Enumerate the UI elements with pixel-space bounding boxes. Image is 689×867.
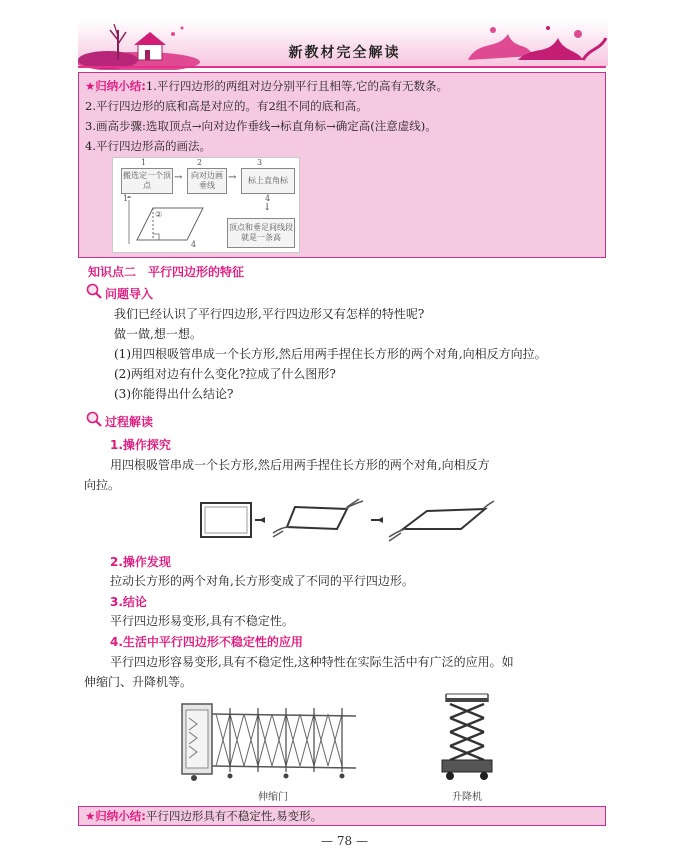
bottom-summary-box (78, 806, 606, 826)
step-heading: 3.结论 (110, 595, 147, 609)
step-number: 2 (197, 158, 203, 167)
section-heading-process: 过程解读 (105, 415, 154, 429)
paragraph: 平行四边形易变形,具有不稳定性。 (110, 614, 294, 628)
paragraph: 我们已经认识了平行四边形,平行四边形又有怎样的特性呢? (114, 307, 425, 321)
step-number: 1 (141, 158, 147, 167)
bottom-summary-line (85, 809, 322, 824)
paragraph: 伸缩门、升降机等。 (84, 675, 193, 689)
summary-line-1-text: 1.平行四边形的两组对边分别平行且相等,它的高有无数条。 (145, 79, 449, 93)
step-number: 4 (265, 194, 271, 203)
step-heading: 4.生活中平行四边形不稳定性的应用 (110, 635, 303, 649)
step-number: 4 (191, 240, 197, 249)
magnifier-icon (86, 411, 102, 427)
step-number: 3 (257, 158, 263, 167)
magnifier-icon (86, 283, 102, 299)
arrow-right-icon: → (228, 172, 237, 183)
paragraph: 用四根吸管串成一个长方形,然后用两手捏住长方形的两个对角,向相反方 (110, 458, 490, 472)
step-number: 1 (123, 194, 129, 203)
paragraph: (1)用四根吸管串成一个长方形,然后用两手捏住长方形的两个对角,向相反方向拉。 (114, 347, 547, 361)
bottom-summary-text: 平行四边形具有不稳定性,易变形。 (145, 809, 323, 823)
step-heading: 2.操作发现 (110, 555, 171, 569)
flow-step-box: 搬选定一个顶点 (121, 168, 173, 194)
knowledge-point-title: 知识点二 平行四边形的特征 (88, 265, 245, 279)
header-title: 新教材完全解读 (288, 45, 401, 61)
header-divider (78, 66, 606, 68)
image-caption: 升降机 (452, 792, 482, 803)
summary-line-1 (85, 79, 448, 94)
paragraph: 向拉。 (84, 478, 121, 492)
summary-line-4: 4.平行四边形高的画法。 (85, 139, 211, 153)
paragraph: (2)两组对边有什么变化?拉成了什么图形? (114, 367, 336, 381)
straw-deformation-illustration (195, 497, 495, 547)
paragraph: 做一做,想一想。 (114, 327, 202, 341)
circled-number-2: ② (155, 210, 163, 219)
summary-line-3: 3.画高步骤:选取顶点→向对边作垂线→标直角标→确定高(注意虚线)。 (85, 119, 437, 133)
flow-step-box: 向对边画垂线 (187, 168, 227, 194)
arrow-right-icon: → (174, 172, 183, 183)
summary-label: ★归纳小结: (85, 79, 146, 93)
telescopic-gate-illustration (180, 700, 360, 784)
section-heading-intro: 问题导入 (105, 287, 154, 301)
paragraph: 拉动长方形的两个对角,长方形变成了不同的平行四边形。 (110, 574, 414, 588)
scissor-lift-illustration (440, 692, 496, 784)
flow-step-box: 标上直角标 (241, 168, 295, 194)
summary-line-2: 2.平行四边形的底和高是对应的。有2组不同的底和高。 (85, 99, 368, 113)
summary-box (78, 72, 606, 258)
flow-step-box: 顶点和垂足间线段就是一条高 (227, 218, 295, 248)
arrow-down-icon: ↓ (263, 202, 272, 213)
height-drawing-flowchart (112, 157, 300, 253)
step-heading: 1.操作探究 (110, 438, 171, 452)
paragraph: 平行四边形容易变形,具有不稳定性,这种特性在实际生活中有广泛的应用。如 (110, 655, 514, 669)
page-number: — 78 — (321, 834, 368, 848)
image-caption: 伸缩门 (258, 792, 288, 803)
summary-label: ★归纳小结: (85, 809, 146, 823)
paragraph: (3)你能得出什么结论? (114, 387, 234, 401)
